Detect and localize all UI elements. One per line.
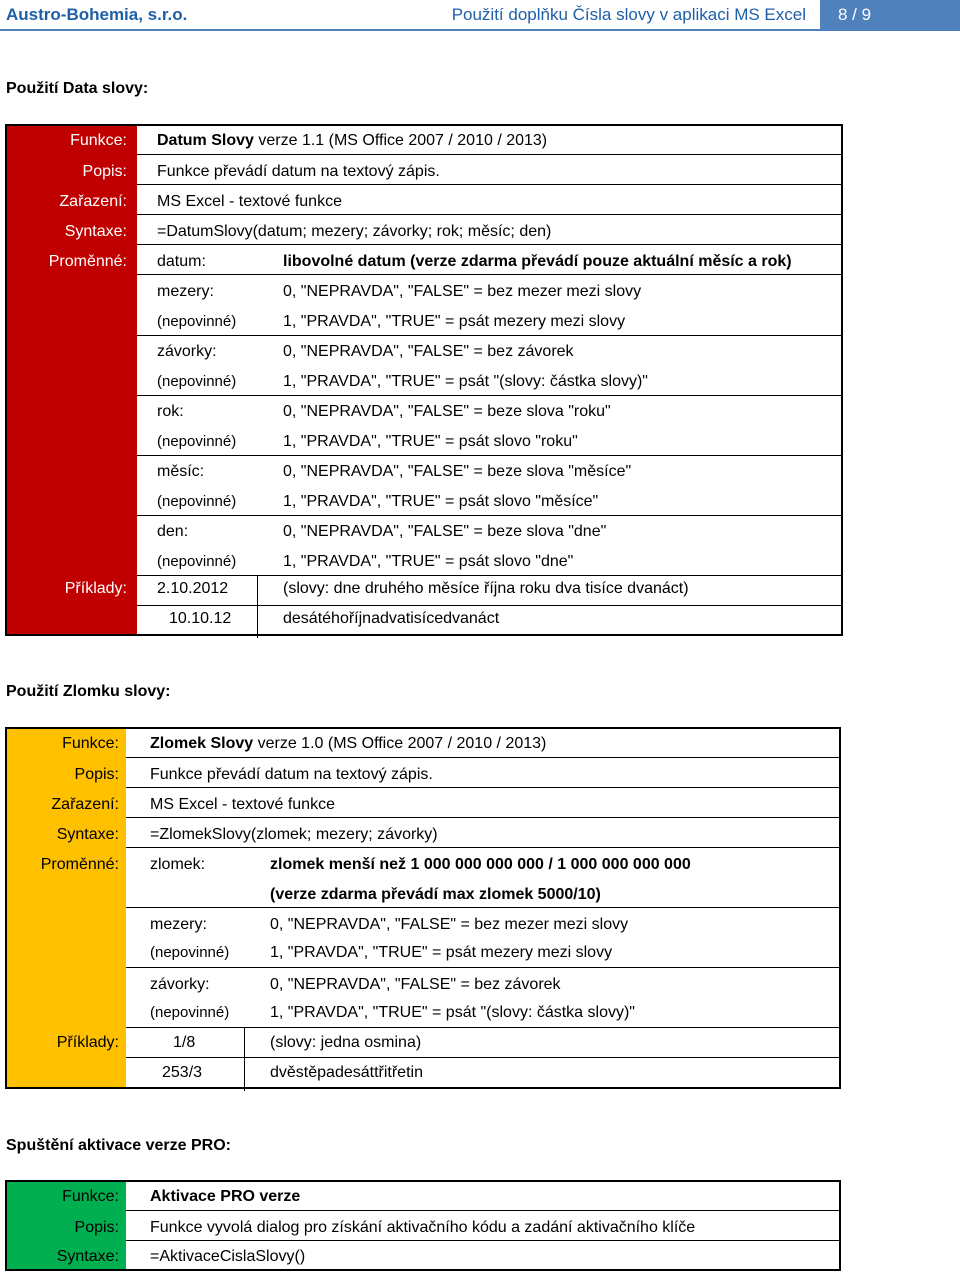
function-category: MS Excel - textové funkce xyxy=(150,796,335,813)
function-version: verze 1.0 (MS Office 2007 / 2010 / 2013) xyxy=(253,735,547,752)
label-zarazeni: Zařazení: xyxy=(59,193,127,210)
var-optional: (nepovinné) xyxy=(150,1004,230,1021)
var-desc-false: 0, "NEPRAVDA", "FALSE" = bez závorek xyxy=(283,343,574,360)
function-category: MS Excel - textové funkce xyxy=(157,193,342,210)
function-name xyxy=(150,734,546,754)
example-input: 10.10.12 xyxy=(169,610,232,627)
label-syntaxe: Syntaxe: xyxy=(64,223,127,240)
var-optional: (nepovinné) xyxy=(157,493,237,510)
function-description: Funkce převádí datum na textový zápis. xyxy=(157,163,440,180)
example-output: desátéhoříjnadvatisícedvanáct xyxy=(283,610,500,627)
var-desc-false: 0, "NEPRAVDA", "FALSE" = beze slova "měsíce" xyxy=(283,463,632,480)
var-desc: zlomek menší než 1 000 000 000 000 / 1 000 000 000 000 xyxy=(270,856,691,873)
var-desc-false: 0, "NEPRAVDA", "FALSE" = bez závorek xyxy=(270,976,561,993)
example-output: dvěstěpadesáttřitřetin xyxy=(270,1064,423,1081)
section-title-datum: Použití Data slovy: xyxy=(6,80,149,97)
page-header xyxy=(0,0,960,30)
var-desc-true: 1, "PRAVDA", "TRUE" = psát slovo "měsíce" xyxy=(283,493,599,510)
var-optional: (nepovinné) xyxy=(157,553,237,570)
var-name: datum: xyxy=(157,253,206,270)
label-syntaxe: Syntaxe: xyxy=(56,1248,119,1265)
example-output: (slovy: dne druhého měsíce října roku dva tisíce dvanáct) xyxy=(283,580,689,597)
var-desc-true: 1, "PRAVDA", "TRUE" = psát slovo "roku" xyxy=(283,433,578,450)
var-desc-note: (verze zdarma převádí max zlomek 5000/10) xyxy=(270,886,601,903)
function-name-bold: Datum Slovy xyxy=(157,132,254,149)
var-desc-true: 1, "PRAVDA", "TRUE" = psát mezery mezi slovy xyxy=(283,313,626,330)
function-name-bold: Zlomek Slovy xyxy=(150,735,254,752)
label-popis: Popis: xyxy=(74,766,119,783)
header-rule xyxy=(0,29,960,31)
function-syntax: =DatumSlovy(datum; mezery; závorky; rok; měsíc; den) xyxy=(157,223,552,240)
table-datum-slovy xyxy=(5,124,843,636)
var-optional: (nepovinné) xyxy=(157,313,237,330)
var-desc-false: 0, "NEPRAVDA", "FALSE" = beze slova "dne" xyxy=(283,523,607,540)
label-priklady: Příklady: xyxy=(64,580,127,597)
function-version: verze 1.1 (MS Office 2007 / 2010 / 2013) xyxy=(253,132,548,149)
var-desc: libovolné datum (verze zdarma převádí pouze aktuální měsíc a rok) xyxy=(283,253,792,270)
example-output: (slovy: jedna osmina) xyxy=(270,1034,422,1051)
function-syntax: =AktivaceCislaSlovy() xyxy=(150,1248,306,1265)
example-input: 253/3 xyxy=(162,1064,203,1081)
label-promenne: Proměnné: xyxy=(40,856,119,873)
var-name: měsíc: xyxy=(157,463,205,480)
company-name: Austro-Bohemia, s.r.o. xyxy=(6,5,188,24)
var-desc-true: 1, "PRAVDA", "TRUE" = psát "(slovy: částka slovy)" xyxy=(270,1004,635,1021)
page-number: 8 / 9 xyxy=(820,0,960,30)
document-title: Použití doplňku Čísla slovy v aplikaci MS Excel xyxy=(451,5,806,24)
var-desc-true: 1, "PRAVDA", "TRUE" = psát slovo "dne" xyxy=(283,553,574,570)
var-optional: (nepovinné) xyxy=(157,433,237,450)
function-syntax: =ZlomekSlovy(zlomek; mezery; závorky) xyxy=(150,826,438,843)
var-desc-false: 0, "NEPRAVDA", "FALSE" = bez mezer mezi slovy xyxy=(283,283,642,300)
label-popis: Popis: xyxy=(82,163,127,180)
var-desc-true: 1, "PRAVDA", "TRUE" = psát mezery mezi slovy xyxy=(270,944,613,961)
var-name: den: xyxy=(157,523,189,540)
var-name: mezery: xyxy=(150,916,207,933)
table-aktivace xyxy=(5,1180,841,1271)
example-input: 1/8 xyxy=(173,1034,196,1051)
var-name: závorky: xyxy=(157,343,217,360)
label-funkce: Funkce: xyxy=(70,132,127,149)
label-funkce: Funkce: xyxy=(62,1188,119,1205)
function-name xyxy=(157,131,547,151)
label-zarazeni: Zařazení: xyxy=(51,796,119,813)
table-zlomek-slovy xyxy=(5,727,841,1089)
var-name: závorky: xyxy=(150,976,210,993)
example-input: 2.10.2012 xyxy=(157,580,229,597)
var-desc-false: 0, "NEPRAVDA", "FALSE" = beze slova "roku" xyxy=(283,403,611,420)
label-promenne: Proměnné: xyxy=(48,253,127,270)
section-title-aktivace: Spuštění aktivace verze PRO: xyxy=(6,1137,231,1154)
var-optional: (nepovinné) xyxy=(157,373,237,390)
label-priklady: Příklady: xyxy=(56,1034,119,1051)
function-description: Funkce převádí datum na textový zápis. xyxy=(150,766,433,783)
label-popis: Popis: xyxy=(74,1219,119,1236)
label-syntaxe: Syntaxe: xyxy=(56,826,119,843)
var-name: zlomek: xyxy=(150,856,206,873)
var-name: rok: xyxy=(157,403,184,420)
var-optional: (nepovinné) xyxy=(150,944,230,961)
var-desc-false: 0, "NEPRAVDA", "FALSE" = bez mezer mezi slovy xyxy=(270,916,629,933)
label-funkce: Funkce: xyxy=(62,735,119,752)
var-desc-true: 1, "PRAVDA", "TRUE" = psát "(slovy: částka slovy)" xyxy=(283,373,648,390)
var-name: mezery: xyxy=(157,283,214,300)
section-title-zlomek: Použití Zlomku slovy: xyxy=(6,683,171,700)
function-name: Aktivace PRO verze xyxy=(150,1188,301,1205)
function-description: Funkce vyvolá dialog pro získání aktivačního kódu a zadání aktivačního klíče xyxy=(150,1219,696,1236)
